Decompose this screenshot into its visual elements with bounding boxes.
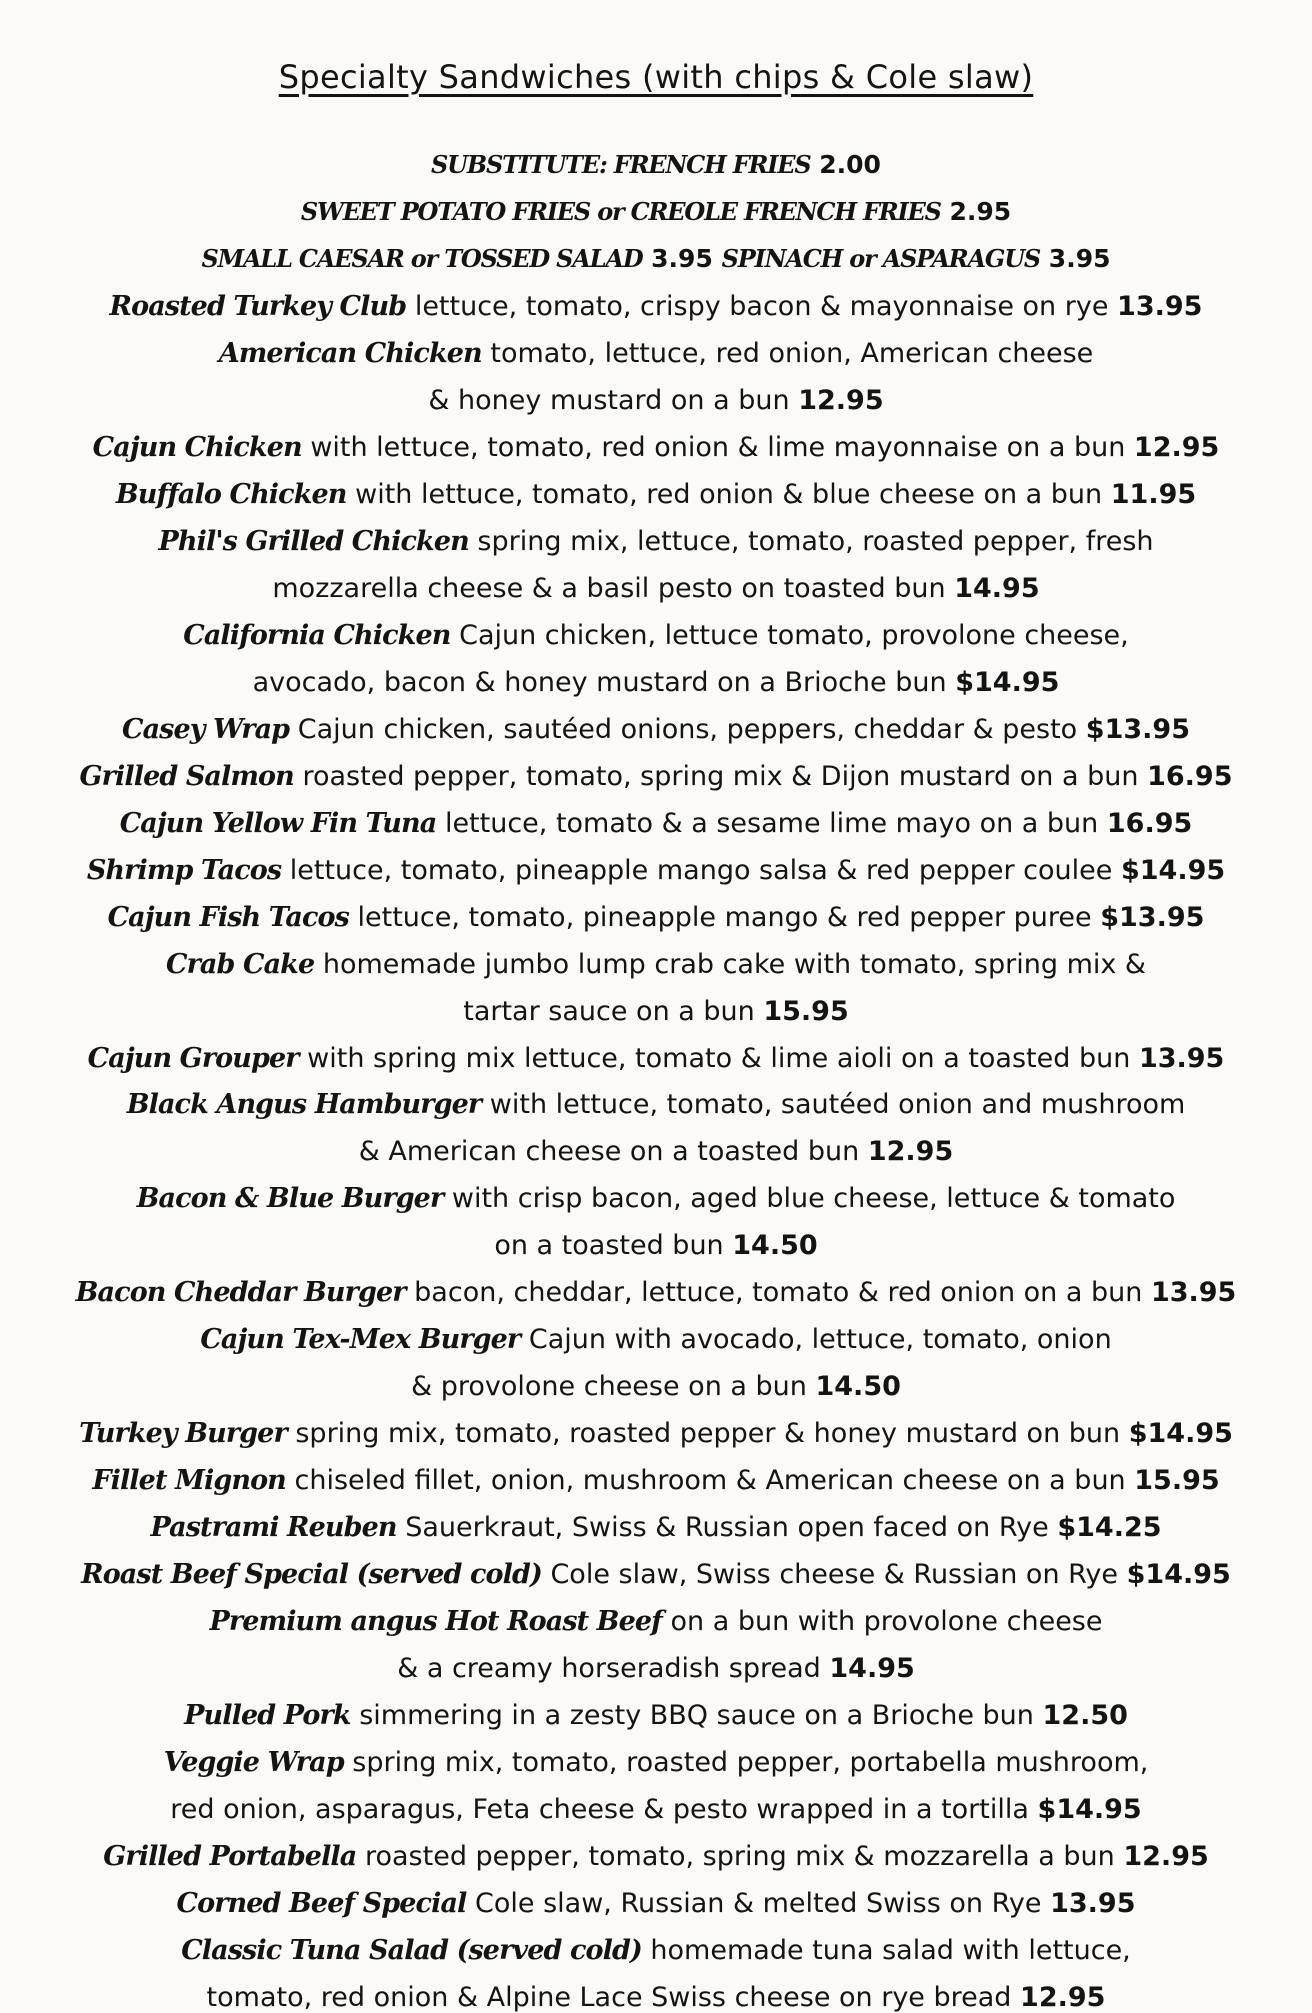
menu-item [0,1700,1312,1732]
menu-item-continued [0,1136,1312,1168]
item-name: Pastrami Reuben [150,1512,397,1544]
item-name: Black Angus Hamburger [126,1089,482,1121]
menu-item-continued [0,384,1312,416]
menu-item [0,1606,1312,1638]
item-name: Fillet Mignon [92,1465,286,1497]
item-name: Roasted Turkey Club [109,290,407,322]
side-option-line [0,243,1312,273]
item-description: Sauerkraut, Swiss & Russian open faced on Rye [405,1512,1049,1544]
item-price: 13.95 [1117,290,1203,322]
menu-item [0,1277,1312,1309]
item-description: simmering in a zesty BBQ sauce on a Brioche bun [359,1700,1034,1732]
item-description: lettuce, tomato, pineapple mango salsa & red pepper coulee [289,854,1113,886]
menu-item [0,1841,1312,1873]
item-description: with lettuce, tomato, red onion & lime mayonnaise on a bun [310,431,1126,463]
item-description: tomato, lettuce, red onion, American cheese [490,337,1094,369]
menu-item [0,1559,1312,1591]
item-price: $14.95 [1126,1559,1231,1591]
item-price: $14.95 [955,666,1060,698]
item-name: Turkey Burger [79,1418,287,1450]
item-description: & honey mustard on a bun [428,384,790,416]
menu-item-continued [0,1653,1312,1685]
menu-item [0,1465,1312,1497]
menu-item-continued [0,666,1312,698]
item-price: 14.95 [954,572,1040,604]
menu-item-continued [0,1230,1312,1262]
item-name: Phil's Grilled Chicken [158,525,469,557]
item-description: spring mix, lettuce, tomato, roasted pepper, fresh [477,525,1154,557]
side-option-name: SWEET POTATO FRIES or CREOLE FRENCH FRIES [300,196,941,226]
item-price: 12.95 [1123,1841,1209,1873]
item-description: avocado, bacon & honey mustard on a Brioche bun [252,666,947,698]
item-price: 14.50 [815,1371,901,1403]
item-price: 16.95 [1147,760,1233,792]
item-description: tartar sauce on a bun [463,995,755,1027]
item-description: tomato, red onion & Alpine Lace Swiss cheese on rye bread [206,1982,1012,2013]
item-price: 13.95 [1050,1888,1136,1920]
item-description: homemade tuna salad with lettuce, [650,1935,1131,1967]
item-price: 14.50 [732,1230,818,1262]
menu-item [0,901,1312,933]
menu-item [0,948,1312,980]
item-description: & a creamy horseradish spread [397,1653,821,1685]
menu-item-continued [0,1984,1312,2011]
item-description: lettuce, tomato, crispy bacon & mayonnaise on rye [414,290,1109,322]
item-description: chiseled fillet, onion, mushroom & American cheese on a bun [294,1465,1126,1497]
item-description: roasted pepper, tomato, spring mix & Dijon mustard on a bun [302,760,1139,792]
item-price: $14.25 [1057,1512,1162,1544]
item-name: Grilled Salmon [79,760,294,792]
menu-item [0,337,1312,369]
item-description: Cole slaw, Russian & melted Swiss on Rye [475,1888,1042,1920]
item-name: Roast Beef Special (served cold) [81,1559,542,1591]
item-description: Cole slaw, Swiss cheese & Russian on Rye [550,1559,1119,1591]
item-name: Bacon Cheddar Burger [75,1277,406,1309]
item-description: lettuce, tomato & a sesame lime mayo on a bun [444,807,1099,839]
item-description: Cajun with avocado, lettuce, tomato, onion [528,1324,1112,1356]
menu-item [0,619,1312,651]
item-name: Buffalo Chicken [115,478,347,510]
item-name: Crab Cake [166,948,315,980]
side-option-price: 2.95 [949,196,1012,226]
menu-item-continued [0,995,1312,1027]
menu-item [0,854,1312,886]
item-description: with crisp bacon, aged blue cheese, lettuce & tomato [451,1183,1176,1215]
item-name: Cajun Chicken [92,431,302,463]
item-description: on a bun with provolone cheese [670,1606,1103,1638]
menu-item [0,1324,1312,1356]
menu-item-continued [0,572,1312,604]
menu-item-continued [0,1371,1312,1403]
item-name: American Chicken [218,337,482,369]
item-price: 12.95 [1133,431,1220,463]
menu-item [0,1935,1312,1967]
menu-item [0,713,1312,745]
item-price: 16.95 [1106,807,1193,839]
menu-item [0,807,1312,839]
menu-item [0,525,1312,557]
side-option-name: SUBSTITUTE: FRENCH FRIES [431,150,811,179]
item-price: 12.95 [1020,1982,1106,2013]
item-description: lettuce, tomato, pineapple mango & red pepper puree [357,901,1092,933]
item-price: 12.95 [867,1136,954,1168]
menu-item [0,1183,1312,1215]
item-name: Cajun Fish Tacos [107,901,349,933]
item-price: 14.95 [829,1653,915,1685]
item-name: Casey Wrap [122,713,290,745]
side-option-line [0,152,1312,177]
side-option-price: 2.00 [819,150,881,179]
item-price: $14.95 [1037,1794,1142,1826]
item-price: 12.95 [798,384,884,416]
item-description: & provolone cheese on a bun [411,1371,807,1403]
menu-item [0,1042,1312,1074]
item-description: bacon, cheddar, lettuce, tomato & red onion on a bun [414,1277,1143,1309]
item-price: $14.95 [1128,1418,1233,1450]
side-option-line [0,196,1312,226]
item-description: red onion, asparagus, Feta cheese & pesto wrapped in a tortilla [170,1794,1029,1826]
item-price: $14.95 [1120,854,1226,886]
item-price: $13.95 [1100,901,1205,933]
item-description: with lettuce, tomato, red onion & blue cheese on a bun [355,478,1103,510]
item-name: Classic Tuna Salad (served cold) [181,1935,642,1967]
menu-item [0,290,1312,322]
item-name: Cajun Grouper [87,1042,299,1074]
item-name: California Chicken [183,619,451,651]
item-description: spring mix, tomato, roasted pepper, portabella mushroom, [352,1747,1149,1779]
menu-item [0,1089,1312,1121]
item-description: mozzarella cheese & a basil pesto on toasted bun [272,572,946,604]
item-name: Veggie Wrap [163,1747,344,1779]
item-description: with spring mix lettuce, tomato & lime aioli on a toasted bun [307,1042,1131,1074]
menu-item [0,478,1312,510]
item-price: 13.95 [1138,1042,1225,1074]
menu-item [0,1888,1312,1920]
menu-item [0,431,1312,463]
item-description: roasted pepper, tomato, spring mix & mozzarella a bun [364,1841,1115,1873]
item-price: 12.50 [1042,1700,1128,1732]
side-option-price: 3.95 [651,243,713,273]
item-description: spring mix, tomato, roasted pepper & honey mustard on bun [295,1418,1121,1450]
item-description: Cajun chicken, sautéed onions, peppers, cheddar & pesto [297,713,1078,745]
item-description: with lettuce, tomato, sautéed onion and mushroom [489,1089,1186,1121]
item-description: homemade jumbo lump crab cake with tomato, spring mix & [322,948,1146,980]
side-option-name: SMALL CAESAR or TOSSED SALAD [201,243,643,273]
item-name: Premium angus Hot Roast Beef [209,1606,662,1638]
item-description: Cajun chicken, lettuce tomato, provolone cheese, [459,619,1129,651]
item-price: 15.95 [1134,1465,1220,1497]
item-name: Corned Beef Special [176,1888,467,1920]
item-name: Cajun Tex-Mex Burger [200,1324,521,1356]
item-price: 15.95 [763,995,849,1027]
item-name: Shrimp Tacos [86,854,282,886]
menu-item-continued [0,1794,1312,1826]
menu-item [0,760,1312,792]
item-description: on a toasted bun [494,1230,724,1262]
menu-item [0,1418,1312,1450]
item-name: Cajun Yellow Fin Tuna [119,807,437,839]
menu-item [0,1747,1312,1779]
item-name: Pulled Pork [184,1700,351,1732]
menu-item [0,1512,1312,1544]
menu-title: Specialty Sandwiches (with chips & Cole slaw) [278,58,1034,96]
item-description: & American cheese on a toasted bun [358,1136,860,1168]
item-price: 13.95 [1150,1277,1237,1309]
item-name: Bacon & Blue Burger [136,1183,444,1215]
side-option-name: SPINACH or ASPARAGUS [721,243,1041,273]
item-price: 11.95 [1110,478,1197,510]
side-option-price: 3.95 [1048,243,1111,273]
item-name: Grilled Portabella [103,1841,357,1873]
item-price: $13.95 [1085,713,1190,745]
